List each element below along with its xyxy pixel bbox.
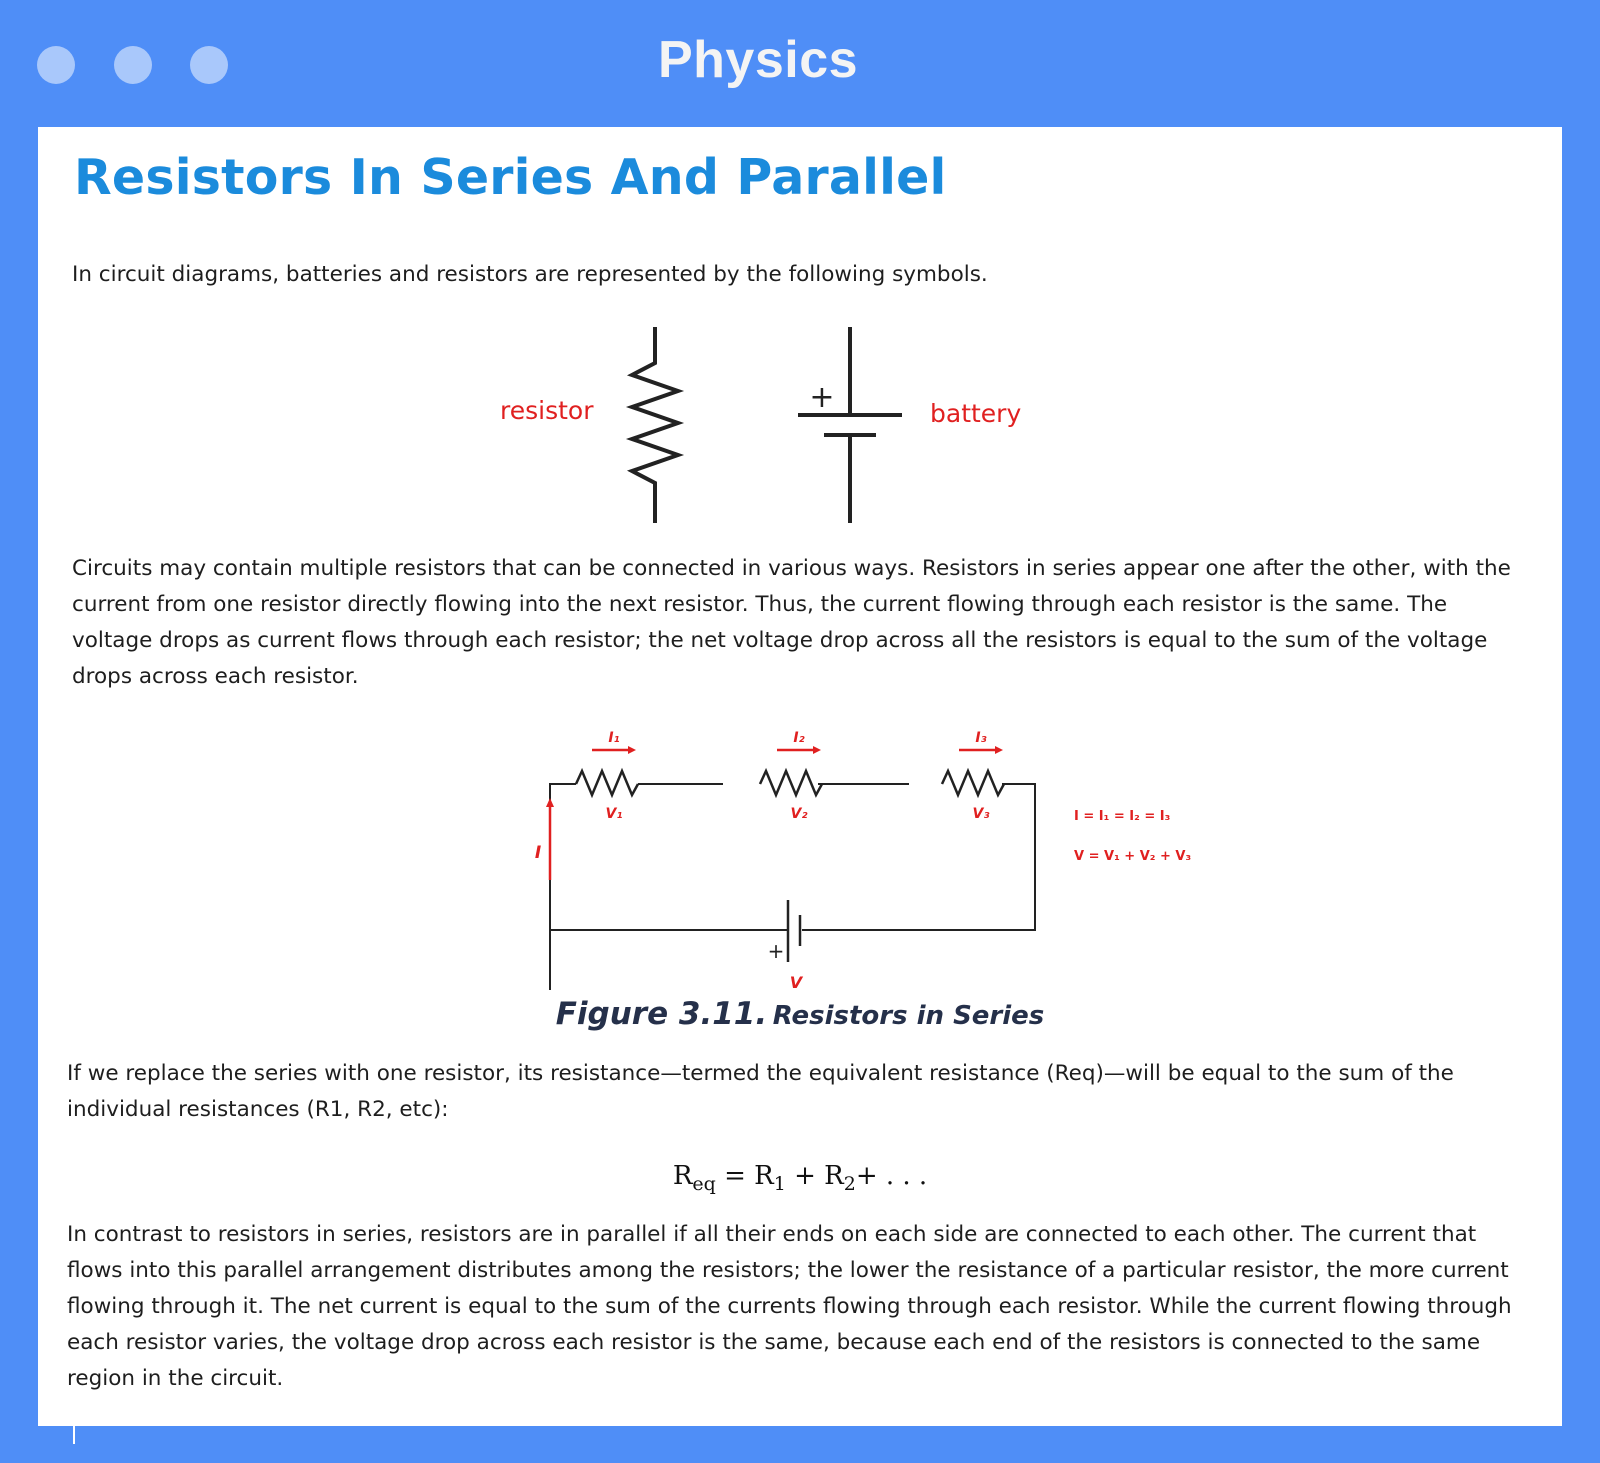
formula-plus: + [785,1161,825,1191]
figure-caption-title: Resistors in Series [772,1001,1045,1031]
current-label-2: I₂ [793,730,805,746]
equivalent-resistance-paragraph: If we replace the series with one resistor, its resistance—termed the equivalent resistance (Req)—will be equal to the sum of the individual resistances (R1, R2, etc): [67,1061,1454,1122]
battery-symbol [798,327,902,523]
equivalent-resistance-formula [38,1161,1562,1195]
formula-sub-eq: eq [692,1173,716,1196]
parallel-paragraph: In contrast to resistors in series, resistors are in parallel if all their ends on each side are connected to each other. The current that flows into this parallel arrangement distributes among the resistors; the lower the resistance of a particular resistor, the more current flowing through it. The net current is equal to the sum of the currents flowing through each resistor. While the current flowing through each resistor varies, the voltage drop across each resistor is the same, because each end of the resistors is connected to the same region in the circuit. [67,1222,1512,1391]
circuit-battery-plus: + [767,939,785,963]
voltage-label-3: V₃ [972,806,990,822]
formula-ellipsis: + . . . [855,1161,928,1191]
current-label-1: I₁ [608,730,620,746]
current-label-3: I₃ [975,730,987,746]
intro-paragraph: In circuit diagrams, batteries and resistors are represented by the following symbols. [72,262,988,287]
resistor-symbol [632,327,678,523]
battery-plus-sign: + [809,380,835,415]
formula-r-eq: R [672,1161,693,1191]
formula-sub-1: 1 [773,1173,786,1196]
formula-sub-2: 2 [843,1173,856,1196]
resistor-label: resistor [500,396,594,425]
figure-caption-number: Figure 3.11. [555,996,768,1032]
total-current-label: I [534,843,542,863]
voltage-label-1: V₁ [605,806,623,822]
current-equation: I = I₁ = I₂ = I₃ [1074,809,1171,824]
series-circuit-figure [490,710,1210,1000]
figure-caption [38,996,1562,1032]
voltage-label-2: V₂ [790,806,808,822]
voltage-equation: V = V₁ + V₂ + V₃ [1074,849,1192,864]
battery-label: battery [930,399,1022,428]
formula-r1: R [754,1161,774,1191]
content-panel [38,127,1562,1426]
window-title: Physics [657,31,859,89]
circuit-battery [788,900,800,962]
formula-r2: R [824,1161,844,1191]
circuit-symbols-diagram [500,325,1040,525]
series-paragraph: Circuits may contain multiple resistors that can be connected in various ways. Resistors in series appear one after the other, with the current from one resistor directly flowing into the next resistor. Thus, the current flowing through each resistor is the same. The voltage drops as current flows through each resistor; the net voltage drop across all the resistors is equal to the sum of the voltage drops across each resistor. [72,556,1511,689]
formula-equals: = [715,1161,755,1191]
text-cursor [73,1426,75,1444]
total-voltage-label: V [789,973,803,992]
resistor-3 [942,771,1004,795]
page-title: Resistors In Series And Parallel [74,149,947,206]
resistor-1 [576,771,638,795]
resistor-2 [760,771,822,795]
window-titlebar [0,0,1600,126]
